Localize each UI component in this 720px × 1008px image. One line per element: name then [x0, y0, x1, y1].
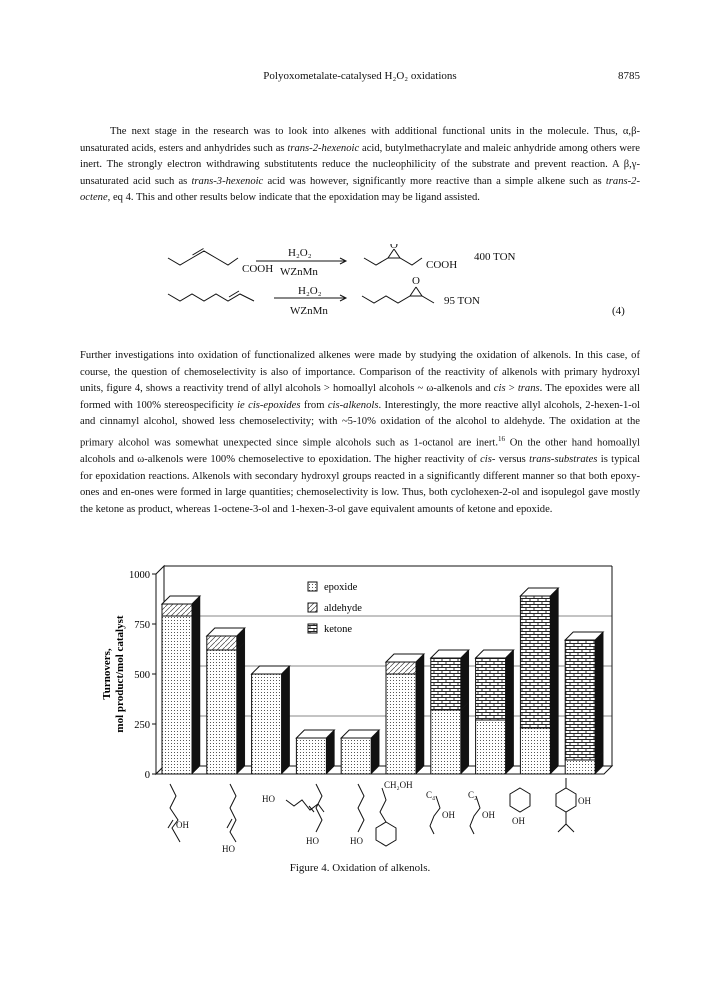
bar-side-epoxide-8	[506, 712, 514, 774]
running-header	[80, 70, 640, 86]
oh-label-8: OH	[482, 810, 495, 820]
ho-label-4: HO	[306, 836, 319, 846]
ho-label-3: HO	[262, 794, 275, 804]
bar-chart	[80, 562, 640, 862]
legend-swatch-ketone	[308, 624, 317, 633]
equation-number: (4)	[612, 305, 625, 317]
legend-label-ketone: ketone	[324, 624, 352, 635]
bar-epoxide-3	[252, 674, 282, 774]
structure-trans-2-hexen-1-ol	[230, 784, 236, 842]
y-axis-label: Turnovers,mol product/mol catalyst	[101, 615, 126, 733]
bar-side-epoxide-7	[461, 702, 469, 774]
bar-aldehyde-1	[162, 604, 192, 616]
catalyst-label-1: WZnMn	[280, 266, 318, 278]
legend-swatch-epoxide	[308, 582, 317, 591]
figure-4	[80, 562, 640, 862]
bar-ketone-9	[520, 596, 550, 728]
structure-cinnamyl-alcohol	[380, 788, 386, 822]
bar-ketone-8	[476, 658, 506, 720]
oh-label-10: OH	[578, 796, 591, 806]
c2-label-8: C₂	[468, 790, 478, 800]
cooh-label-1: COOH	[242, 263, 274, 275]
bar-side-ketone-8	[506, 650, 514, 720]
y-tick-label: 250	[134, 720, 150, 731]
structure-cyclohexen-2-ol	[510, 788, 530, 812]
bar-side-epoxide-1	[192, 608, 200, 774]
bar-epoxide-10	[565, 760, 595, 774]
y-tick-label: 750	[134, 620, 150, 631]
bar-aldehyde-2	[207, 636, 237, 650]
paragraph-intro: The next stage in the research was to look into alkenes with additional functional units in the molecule. Thus, α,β-unsaturated acids, esters and anhydrides such as trans-2-hexenoic acid, butylmethacrylate and maleic anhydride among others were inert. The strongly electron withdrawing substitutents reduce the nucleophilicity of the substrate and prevent reaction. A β,γ-unsaturated acid such as trans-3-hexenoic acid was however, significantly more reactive than a simple alkene such as trans-2-octene, eq 4. This and other results below indicate that the epoxidation may be ligand assisted.	[80, 126, 640, 204]
bar-aldehyde-6	[386, 662, 416, 674]
product-1-skeleton	[364, 258, 422, 265]
bar-ketone-10	[565, 640, 595, 760]
oh-label-7: OH	[442, 810, 455, 820]
structure-omega-alkenol	[358, 784, 364, 832]
oxidant-label-2: H₂O₂	[298, 285, 322, 297]
oxidant-label-1: H₂O₂	[288, 247, 312, 259]
running-title: Polyoxometalate-catalysed H₂O₂ oxidations	[263, 70, 457, 82]
c4-label-7: C₄	[426, 790, 436, 800]
legend-label-aldehyde: aldehyde	[324, 603, 362, 614]
bar-epoxide-4	[296, 738, 326, 774]
legend-label-epoxide: epoxide	[324, 582, 358, 593]
ho-label-2: HO	[222, 844, 235, 854]
substrate-1-skeleton	[168, 251, 238, 265]
bar-epoxide-7	[431, 710, 461, 774]
bar-side-epoxide-2	[237, 642, 245, 774]
ton-label-2: 95 TON	[444, 295, 480, 307]
ton-label-1: 400 TON	[474, 251, 516, 263]
bar-side-epoxide-9	[550, 720, 558, 774]
bar-ketone-7	[431, 658, 461, 710]
structure-cis-2-hexen-1-ol	[170, 784, 180, 842]
phenyl-ring-icon	[376, 822, 396, 846]
scheme-svg	[150, 244, 640, 324]
cooh-label-2: COOH	[426, 259, 458, 271]
y-tick-label: 0	[144, 770, 150, 781]
product-2-skeleton	[362, 296, 434, 303]
epoxide-o-label-2: O	[412, 275, 420, 287]
bar-epoxide-5	[341, 738, 371, 774]
bar-side-ketone-10	[595, 632, 603, 760]
legend-swatch-aldehyde	[308, 603, 317, 612]
structure-1-octen-3-ol	[430, 796, 440, 834]
oh-label-9: OH	[512, 816, 525, 826]
ch2oh-label-6: CH₂OH	[384, 780, 413, 790]
structure-1-hexen-3-ol	[470, 796, 480, 834]
y-tick-label: 1000	[129, 570, 150, 581]
page-number: 8785	[618, 70, 640, 82]
catalyst-label-2: WZnMn	[290, 305, 328, 317]
oh-label-1: OH	[176, 820, 189, 830]
figure-caption: Figure 4. Oxidation of alkenols.	[289, 862, 431, 874]
bar-side-epoxide-6	[416, 666, 424, 774]
paragraph-alkenols: Further investigations into oxidation of functionalized alkenes were made by studying the oxidation of alkenols. In this case, of course, the question of chemoselectivity is also of importance. Comparison of the reactivity of alkenols with primary hydroxyl units, figure 4, shows a reactivity trend of allyl alcohols > homoallyl alcohols ~ ω-alkenols and cis > trans. The epoxides were all formed with 100% stereospecificity ie cis-epoxides from cis-alkenols. Interestingly, the more reactive allyl alcohols, 2-hexen-1-ol and cinnamyl alcohol, showed less chemoselectivity; with ~5-10% oxidation of the alcohol to aldehyde. The oxidation at the primary alcohol was somewhat unexpected since simple alcohols such as 1-octanol are inert.$^{16}$ On the other hand homoallyl alcohols and ω-alkenols were 100% chemoselective to epoxidation. The higher reactivity of cis- versus trans-substrates is typical for epoxidation reactions. Alkenols with secondary hydroxyl groups reacted in a significantly different manner so that both epoxy-ones and en-ones were formed in large quantities; chemoselectivity is low. Thus, both cyclohexen-2-ol and isopulegol gave mostly the ketone as product, whereas 1-octene-3-ol and 1-hexen-3-ol gave equivalent amounts of ketone and epoxide.	[80, 350, 641, 515]
bar-side-epoxide-3	[282, 666, 290, 774]
bar-epoxide-1	[162, 616, 192, 774]
structure-isopulegol	[556, 788, 576, 812]
epoxide-o-label-1: O	[390, 244, 398, 251]
ho-label-5: HO	[350, 836, 363, 846]
y-tick-label: 500	[134, 670, 150, 681]
bar-side-ketone-9	[550, 588, 558, 728]
bar-epoxide-6	[386, 674, 416, 774]
substrate-2-skeleton	[168, 294, 254, 301]
bar-epoxide-8	[476, 720, 506, 774]
bar-epoxide-2	[207, 650, 237, 774]
structure-cis-3-hexen-1-ol	[286, 800, 324, 812]
bar-epoxide-9	[520, 728, 550, 774]
reaction-scheme	[150, 244, 640, 324]
bar-side-ketone-7	[461, 650, 469, 710]
